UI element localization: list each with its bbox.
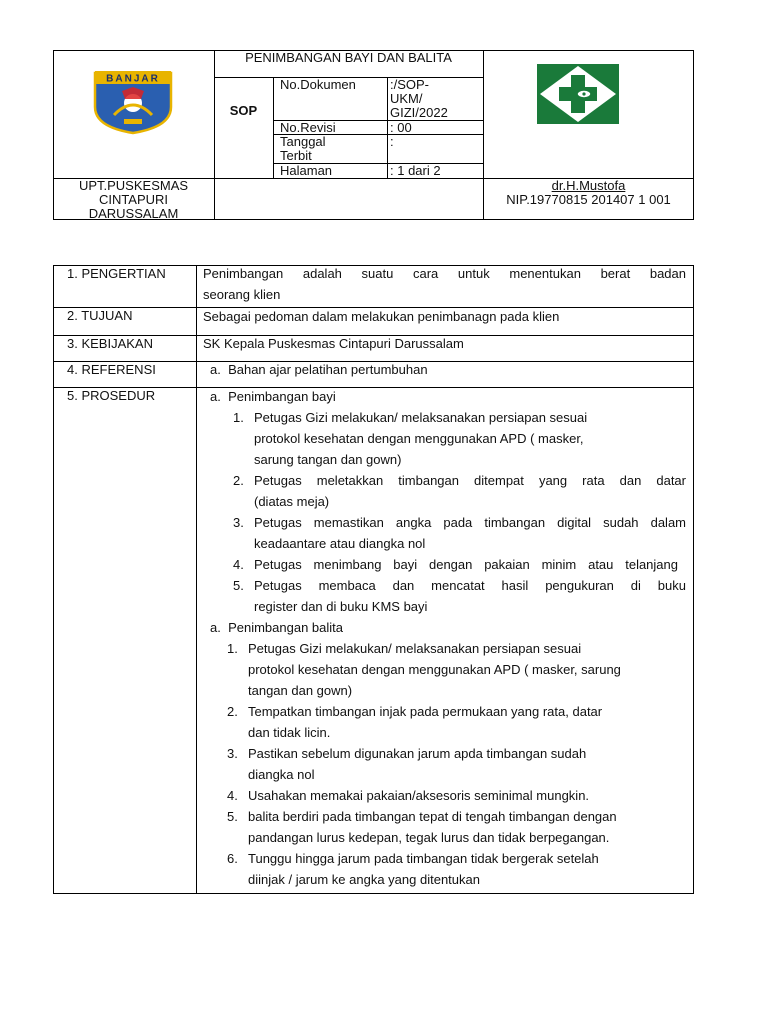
- step-text: sarung tangan dan gown): [254, 452, 402, 467]
- org-name-line: UPT.PUSKESMAS: [78, 178, 189, 193]
- pengertian-text: seorang klien: [203, 287, 281, 302]
- step-text: diangka nol: [248, 767, 315, 782]
- step-text: keadaantare atau diangka nol: [254, 536, 426, 551]
- banjar-logo: [92, 67, 174, 135]
- step-text: Tempatkan timbangan injak pada permukaan yang rata, datar: [248, 704, 603, 719]
- step-text: Pastikan sebelum digunakan jarum apda timbangan sudah: [248, 746, 587, 761]
- step-text: register dan di buku KMS bayi: [254, 599, 428, 614]
- step-number: 3.: [227, 746, 238, 761]
- document-title: PENIMBANGAN BAYI DAN BALITA: [245, 50, 452, 65]
- step-number: 4.: [233, 557, 244, 572]
- prosedur-heading-balita: a. Penimbangan balita: [210, 620, 343, 635]
- puskesmas-logo: [536, 63, 620, 125]
- pengertian-text: Penimbangan adalah suatu cara untuk menentukan berat badan: [203, 266, 686, 281]
- section-label-prosedur: 5. PROSEDUR: [67, 388, 156, 403]
- step-number: 6.: [227, 851, 238, 866]
- step-text: Petugas menimbang bayi dengan pakaian minim atau telanjang: [254, 557, 678, 572]
- step-text: Usahakan memakai pakaian/aksesoris seminimal mungkin.: [248, 788, 590, 803]
- field-value-tanggal: :: [390, 134, 394, 149]
- field-value-no-dokumen: :/SOP-: [390, 77, 430, 92]
- body-divider: [196, 265, 197, 894]
- step-text: Petugas memastikan angka pada timbangan digital sudah dalam: [254, 515, 686, 530]
- step-number: 2.: [233, 473, 244, 488]
- field-value-no-dokumen: GIZI/2022: [390, 105, 448, 120]
- sop-label: SOP: [229, 103, 258, 118]
- field-label-halaman: Halaman: [280, 163, 333, 178]
- section-label-kebijakan: 3. KEBIJAKAN: [67, 336, 153, 351]
- step-text: Petugas membaca dan mencatat hasil pengukuran di buku: [254, 578, 686, 593]
- step-text: Tunggu hingga jarum pada timbangan tidak bergerak setelah: [248, 851, 599, 866]
- section-label-pengertian: 1. PENGERTIAN: [67, 266, 166, 281]
- org-name-line: DARUSSALAM: [88, 206, 179, 221]
- referensi-text: a. Bahan ajar pelatihan pertumbuhan: [210, 362, 428, 377]
- prosedur-heading-bayi: a. Penimbangan bayi: [210, 389, 336, 404]
- step-text: balita berdiri pada timbangan tepat di tengah timbangan dengan: [248, 809, 617, 824]
- field-label-terbit: Terbit: [280, 148, 312, 163]
- step-text: diinjak / jarum ke angka yang ditentukan: [248, 872, 480, 887]
- step-number: 5.: [227, 809, 238, 824]
- section-label-tujuan: 2. TUJUAN: [67, 308, 133, 323]
- step-number: 5.: [233, 578, 244, 593]
- signatory-nip: NIP.19770815 201407 1 001: [506, 192, 671, 207]
- org-name-line: CINTAPURI: [98, 192, 169, 207]
- step-number: 2.: [227, 704, 238, 719]
- section-label-referensi: 4. REFERENSI: [67, 362, 156, 377]
- kebijakan-text: SK Kepala Puskesmas Cintapuri Darussalam: [203, 336, 464, 351]
- step-number: 4.: [227, 788, 238, 803]
- field-label-no-revisi: No.Revisi: [280, 120, 336, 135]
- step-text: (diatas meja): [254, 494, 330, 509]
- step-number: 1.: [227, 641, 238, 656]
- step-text: protokol kesehatan dengan menggunakan APD ( masker, sarung: [248, 662, 621, 677]
- step-number: 3.: [233, 515, 244, 530]
- step-text: Petugas Gizi melakukan/ melaksanakan persiapan sesuai: [254, 410, 588, 425]
- svg-text:BANJAR: BANJAR: [106, 73, 160, 85]
- step-number: 1.: [233, 410, 244, 425]
- field-value-halaman: : 1 dari 2: [390, 163, 441, 178]
- field-label-tanggal: Tanggal: [280, 134, 326, 149]
- step-text: dan tidak licin.: [248, 725, 331, 740]
- step-text: tangan dan gown): [248, 683, 353, 698]
- field-value-no-revisi: : 00: [390, 120, 412, 135]
- step-text: Petugas meletakkan timbangan ditempat yang rata dan datar: [254, 473, 686, 488]
- signatory-name: dr.H.Mustofa: [551, 178, 626, 193]
- step-text: pandangan lurus kedepan, tegak lurus dan tidak berpegangan.: [248, 830, 610, 845]
- step-text: Petugas Gizi melakukan/ melaksanakan persiapan sesuai: [248, 641, 582, 656]
- tujuan-text: Sebagai pedoman dalam melakukan penimbanagn pada klien: [203, 309, 560, 324]
- field-value-no-dokumen: UKM/: [390, 91, 423, 106]
- header-divider: [214, 50, 215, 220]
- step-text: protokol kesehatan dengan menggunakan APD ( masker,: [254, 431, 584, 446]
- field-label-no-dokumen: No.Dokumen: [280, 77, 356, 92]
